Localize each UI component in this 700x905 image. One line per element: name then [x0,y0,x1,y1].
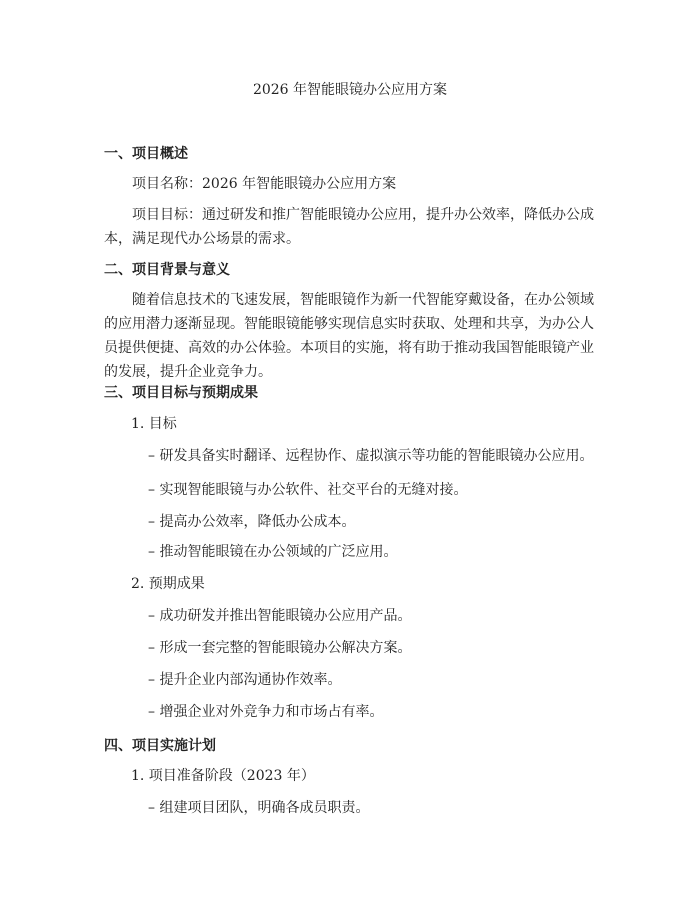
list-number-preparation-phase: 1. 项目准备阶段（2023 年） [131,768,315,784]
list-item: – 推动智能眼镜在办公领域的广泛应用。 [148,544,398,560]
list-item: – 成功研发并推出智能眼镜办公应用产品。 [148,608,412,624]
list-item: – 增强企业对外竞争力和市场占有率。 [148,704,384,720]
list-item: – 形成一套完整的智能眼镜办公解决方案。 [148,640,412,656]
section-heading-background: 二、项目背景与意义 [104,262,230,278]
list-number-expected-results: 2. 预期成果 [131,576,205,592]
paragraph-background: 随着信息技术的飞速发展，智能眼镜作为新一代智能穿戴设备，在办公领域的应用潜力逐渐显现。智能眼镜能够实现信息实时获取、处理和共享，为办公人员提供便捷、高效的办公体验。本项目的实施，将有助于推动我国智能眼镜产业的发展，提升企业竞争力。 [104,292,594,380]
list-item: – 提高办公效率，降低办公成本。 [148,514,356,530]
list-number-goals: 1. 目标 [131,416,177,432]
paragraph-project-goal: 项目目标：通过研发和推广智能眼镜办公应用，提升办公效率，降低办公成本，满足现代办公场景的需求。 [104,207,594,247]
list-item: – 研发具备实时翻译、远程协作、虚拟演示等功能的智能眼镜办公应用。 [148,448,594,464]
list-item: – 组建项目团队，明确各成员职责。 [148,800,370,816]
section-heading-overview: 一、项目概述 [104,146,188,162]
list-item: – 实现智能眼镜与办公软件、社交平台的无缝对接。 [148,482,468,498]
section-heading-implementation: 四、项目实施计划 [104,738,216,754]
paragraph-project-name: 项目名称：2026 年智能眼镜办公应用方案 [132,176,397,192]
document-title: 2026 年智能眼镜办公应用方案 [252,82,448,98]
list-item: – 提升企业内部沟通协作效率。 [148,672,342,688]
section-heading-goals-outcomes: 三、项目目标与预期成果 [104,385,258,401]
